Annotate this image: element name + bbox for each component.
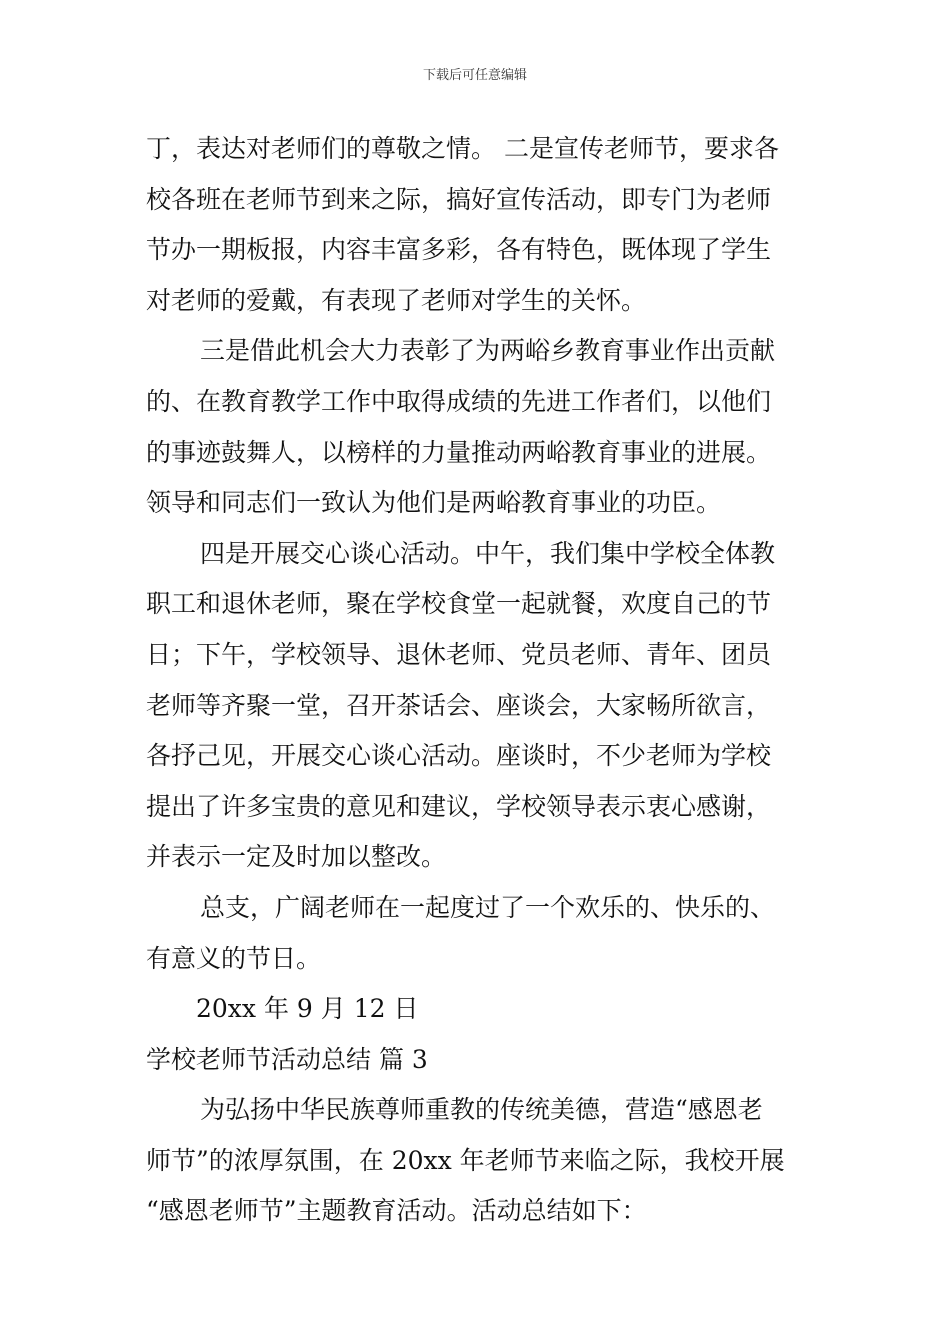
page-header-note: 下载后可任意编辑 — [422, 68, 527, 83]
document-body — [146, 124, 806, 1237]
date-line: 20xx 年 9 月 12 日 — [196, 994, 419, 1024]
paragraph-1: 丁，表达对老师们的尊敬之情。 二是宣传老师节，要求各 校各班在老师节到来之际，搞好宣传活动，即专门为老师 节办一期板报，内容丰富多彩，各有特色，既体现了学生 对老师的爱戴，有表现了老师对学生的关怀。 — [146, 134, 779, 315]
paragraph-5: 为弘扬中华民族尊师重教的传统美德，营造“感恩老 师节”的浓厚氛围，在 20xx 年老师节来临之际，我校开展 “感恩老师节”主题教育活动。活动总结如下： — [146, 1095, 785, 1226]
paragraph-4: 总支，广阔老师在一起度过了一个欢乐的、快乐的、 有意义的节日。 — [146, 892, 776, 973]
section-title: 学校老师节活动总结 篇 3 — [146, 1044, 428, 1074]
paragraph-3: 四是开展交心谈心活动。中午，我们集中学校全体教 职工和退休老师，聚在学校食堂一起就餐，欢度自己的节 日；下午，学校领导、退休老师、党员老师、青年、团员 老师等齐聚一堂，召开茶话会、座谈会，大家畅所欲言， 各抒己见，开展交心谈心活动。座谈时，不少老师为学校 提出了许多宝贵的意见和建议，学校领导表示衷心感谢， 并表示一定及时加以整改。 — [146, 538, 776, 872]
paragraph-2: 三是借此机会大力表彰了为两峪乡教育事业作出贡献 的、在教育教学工作中取得成绩的先进工作者们，以他们 的事迹鼓舞人，以榜样的力量推动两峪教育事业的进展。 领导和同志们一致认为他们是两峪教育事业的功臣。 — [146, 336, 776, 518]
